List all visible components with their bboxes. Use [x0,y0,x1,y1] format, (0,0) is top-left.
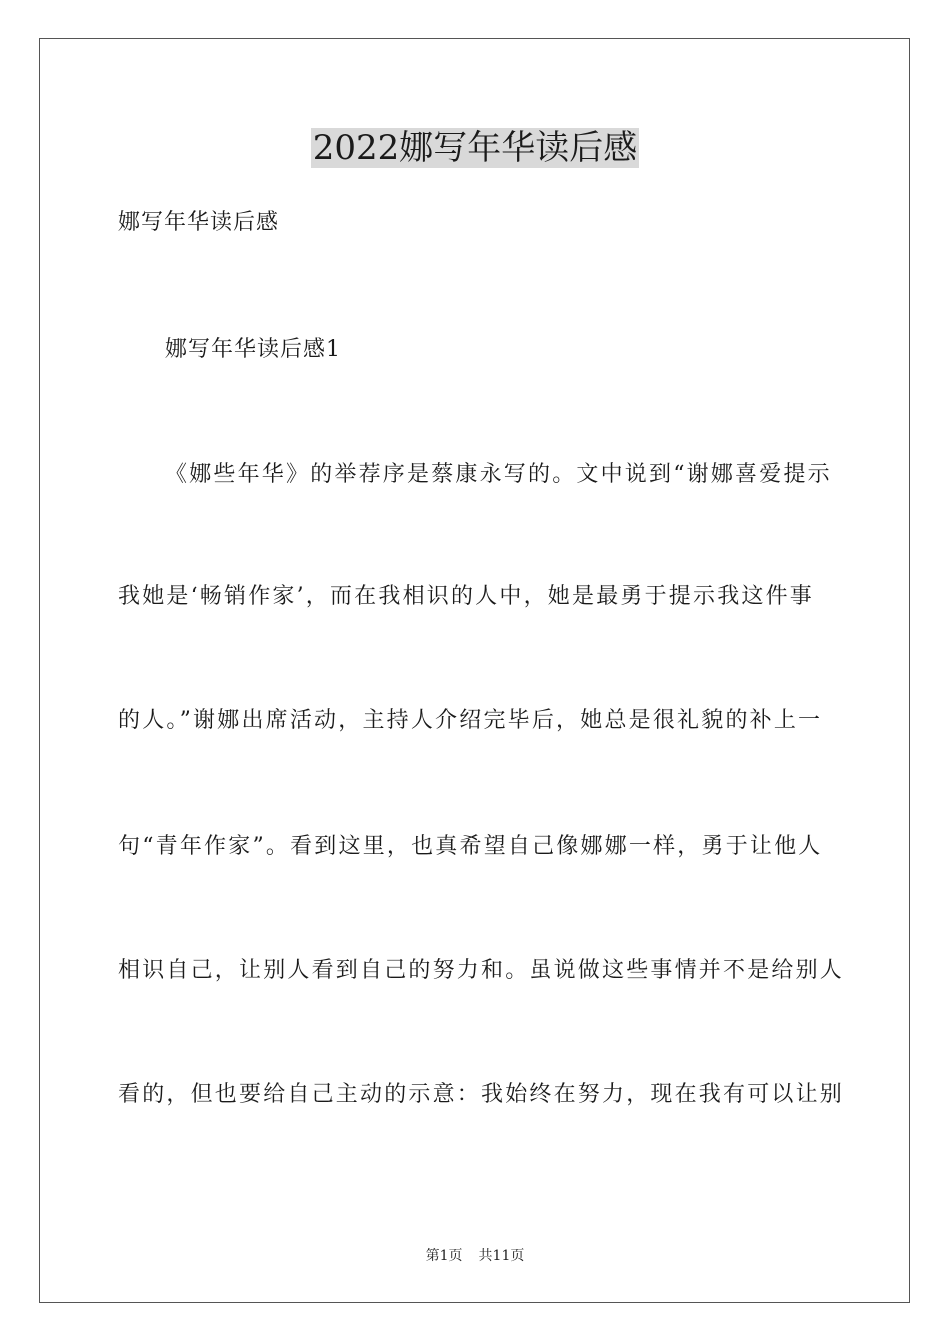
paragraph-line: 的人。”谢娜出席活动，主持人介绍完毕后，她总是很礼貌的补上一 [118,708,823,733]
paragraph-line: 我她是‘畅销作家’，而在我相识的人中，她是最勇于提示我这件事 [118,584,814,609]
document-title-text: 2022娜写年华读后感 [312,128,638,168]
page-number: 第1页 [425,1248,463,1264]
section-heading: 娜写年华读后感1 [165,337,341,362]
document-title [0,126,950,170]
paragraph-line: 句“青年作家”。看到这里，也真希望自己像娜娜一样，勇于让他人 [118,834,823,859]
paragraph-line: 《娜些年华》的举荐序是蔡康永写的。文中说到“谢娜喜爱提示 [165,462,832,487]
page-total: 共11页 [478,1248,525,1264]
document-subtitle: 娜写年华读后感 [118,210,280,235]
paragraph-line: 看的，但也要给自己主动的示意：我始终在努力，现在我有可以让别 [118,1082,845,1107]
paragraph-line: 相识自己，让别人看到自己的努力和。虽说做这些事情并不是给别人 [118,958,845,983]
page-footer [0,1246,950,1266]
